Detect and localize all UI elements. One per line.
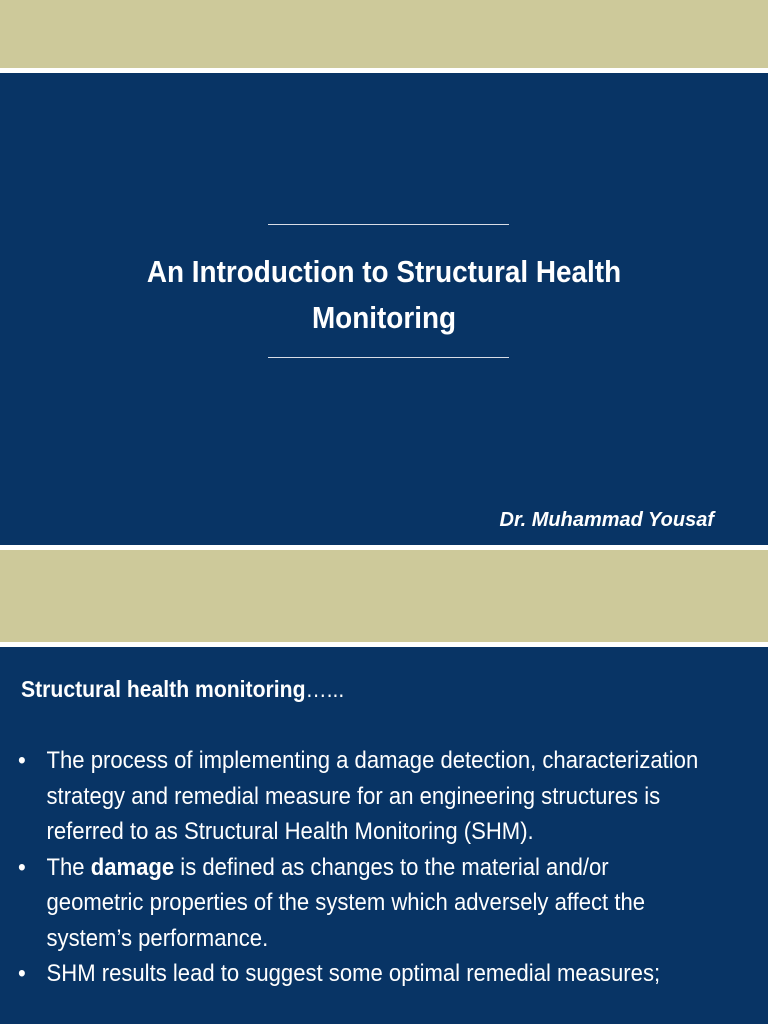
bullet-text: SHM results lead to suggest some optimal remedial measures;	[46, 960, 661, 987]
content-heading-suffix: …...	[305, 676, 345, 702]
bullet-text: The process of implementing a damage detection, characterization strategy and remedial measure for an engineering structures is referred to as Structural Health Monitoring (SHM).	[46, 747, 699, 845]
bullet-item	[18, 956, 699, 992]
bullet-bold-term: damage	[90, 853, 175, 881]
top-accent-band	[0, 0, 768, 68]
middle-accent-band	[0, 550, 768, 642]
bullet-list	[18, 743, 758, 992]
bullet-item	[18, 743, 699, 850]
author-name: Dr. Muhammad Yousaf	[499, 509, 714, 531]
content-heading-bold: Structural health monitoring	[21, 676, 306, 702]
content-slide	[0, 647, 768, 1024]
bullet-text: The	[46, 853, 91, 881]
title-rule-top	[268, 224, 509, 225]
content-heading	[21, 674, 344, 704]
title-slide	[0, 73, 768, 545]
bullet-text-continued: is defined as changes to the material and/or geometric properties of the system which adversely affect the system’s performance.	[46, 853, 646, 952]
title-rule-bottom	[268, 357, 509, 358]
slide-title: An Introduction to Structural Health Monitoring	[146, 254, 622, 335]
bullet-item	[18, 850, 699, 957]
